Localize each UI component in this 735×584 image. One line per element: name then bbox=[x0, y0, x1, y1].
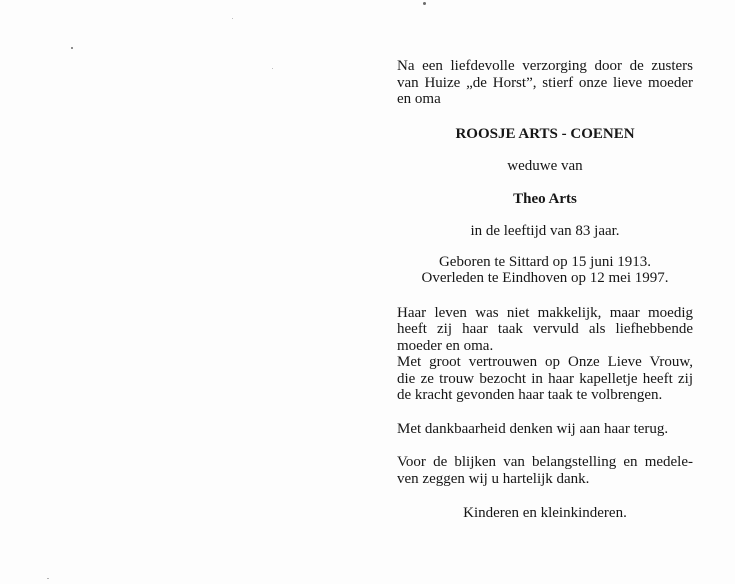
intro-line: van Huize „de Horst”, stierf onze lieve moeder bbox=[397, 74, 693, 91]
dates-block bbox=[397, 254, 693, 287]
life-line: Haar leven was niet makkelijk, maar moedig bbox=[397, 304, 693, 321]
age-line: in de leeftijd van 83 jaar. bbox=[470, 223, 620, 239]
widow-of-label: weduwe van bbox=[507, 158, 583, 174]
life-paragraph bbox=[397, 305, 693, 404]
dust-speck bbox=[272, 68, 273, 69]
birth-line: Geboren te Sittard op 15 juni 1913. bbox=[438, 253, 652, 270]
dust-speck bbox=[71, 47, 73, 49]
gratitude-line: Met dankbaarheid denken wij aan haar terug. bbox=[397, 420, 669, 437]
death-line: Overleden te Eindhoven op 12 mei 1997. bbox=[421, 270, 669, 286]
life-line: Met groot vertrouwen op Onze Lieve Vrouw, bbox=[397, 354, 693, 370]
life-line: heeft zij haar taak vervuld als liefhebbende bbox=[397, 321, 693, 337]
life-line: de kracht gevonden haar taak te volbrengen. bbox=[397, 387, 663, 403]
deceased-name: ROOSJE ARTS - COENEN bbox=[455, 125, 635, 142]
intro-line: Na een liefdevolle verzorging door de zusters bbox=[397, 58, 693, 74]
memorial-text bbox=[397, 58, 693, 522]
dust-speck bbox=[47, 578, 49, 579]
dust-speck bbox=[423, 2, 426, 5]
signature-line: Kinderen en kleinkinderen. bbox=[463, 505, 627, 521]
life-line: moeder en oma. bbox=[397, 337, 494, 354]
life-line: die ze trouw bezocht in haar kapelletje heeft zij bbox=[397, 370, 693, 387]
intro-line: en oma bbox=[397, 91, 441, 107]
thanks-line: Voor de blijken van belangstelling en medele- bbox=[397, 454, 693, 470]
dust-speck bbox=[232, 18, 233, 19]
spouse-name: Theo Arts bbox=[513, 190, 577, 207]
thanks-paragraph bbox=[397, 454, 693, 487]
thanks-line: ven zeggen wij u hartelijk dank. bbox=[397, 470, 590, 487]
intro-paragraph bbox=[397, 58, 693, 108]
